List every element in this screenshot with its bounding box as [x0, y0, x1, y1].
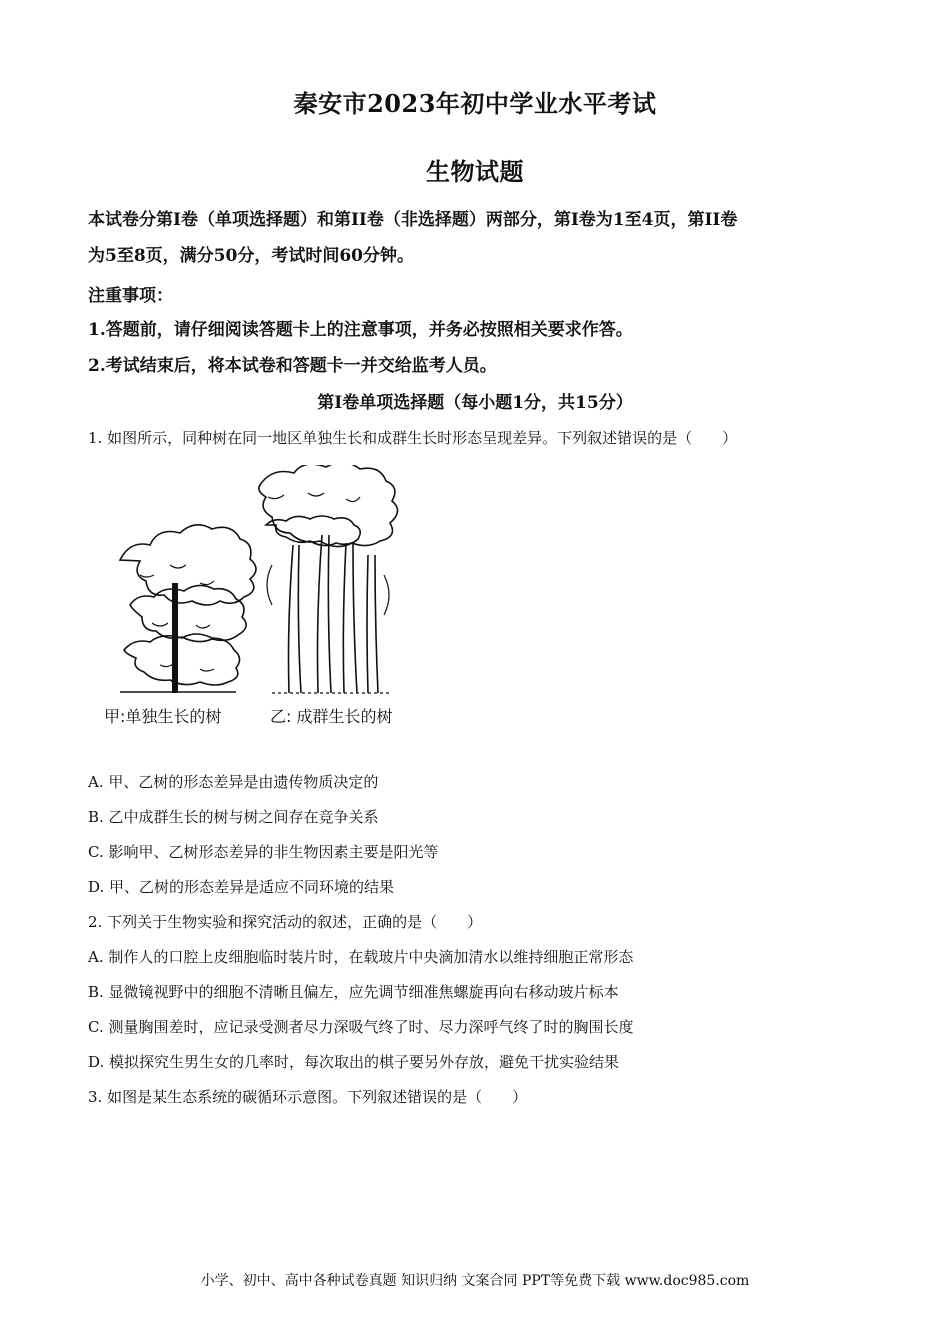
- exam-title: 秦安市2023年初中学业水平考试: [293, 89, 657, 118]
- question-2-option-a: A. 制作人的口腔上皮细胞临时装片时，在载玻片中央滴加清水以维持细胞正常形态: [88, 948, 634, 966]
- intro-line-2: 为5至8页，满分50分，考试时间60分钟。: [88, 246, 414, 266]
- figure-caption-group: 乙: 成群生长的树: [270, 707, 393, 726]
- question-2-option-b: B. 显微镜视野中的细胞不清晰且偏左，应先调节细准焦螺旋再向右移动玻片标本: [88, 983, 619, 1001]
- section-title: 第I卷单项选择题（每小题1分，共15分）: [317, 393, 633, 413]
- single-tree-illustration: [120, 525, 256, 685]
- question-3-stem: 3. 如图是某生态系统的碳循环示意图。下列叙述错误的是（ ）: [88, 1088, 528, 1106]
- question-1-option-a: A. 甲、乙树的形态差异是由遗传物质决定的: [88, 773, 379, 791]
- question-2-option-d: D. 模拟探究生男生女的几率时，每次取出的棋子要另外存放，避免干扰实验结果: [88, 1053, 620, 1071]
- question-2-option-c: C. 测量胸围差时，应记录受测者尽力深吸气终了时、尽力深呼气终了时的胸围长度: [88, 1018, 634, 1036]
- note-2: 2.考试结束后，将本试卷和答题卡一并交给监考人员。: [88, 356, 497, 376]
- group-trees-illustration: [259, 465, 398, 693]
- question-2-stem: 2. 下列关于生物实验和探究活动的叙述，正确的是（ ）: [88, 913, 483, 931]
- question-1-option-d: D. 甲、乙树的形态差异是适应不同环境的结果: [88, 878, 395, 896]
- question-1-stem: 1. 如图所示，同种树在同一地区单独生长和成群生长时形态呈现差异。下列叙述错误的是（ ）: [88, 429, 738, 447]
- intro-line-1: 本试卷分第I卷（单项选择题）和第II卷（非选择题）两部分，第I卷为1至4页，第II卷: [88, 210, 738, 230]
- single-tree-trunk: [172, 583, 178, 693]
- figure-caption-single: 甲:单独生长的树: [104, 707, 222, 726]
- notes-title: 注重事项：: [88, 286, 173, 306]
- tree-figure: [100, 465, 420, 730]
- page-footer: 小学、初中、高中各种试卷真题 知识归纳 文案合同 PPT等免费下载 www.doc985.com: [200, 1273, 750, 1289]
- note-1: 1.答题前，请仔细阅读答题卡上的注意事项，并务必按照相关要求作答。: [88, 320, 633, 340]
- question-1-option-c: C. 影响甲、乙树形态差异的非生物因素主要是阳光等: [88, 843, 439, 861]
- question-1-option-b: B. 乙中成群生长的树与树之间存在竞争关系: [88, 808, 379, 826]
- subject-title: 生物试题: [426, 157, 524, 186]
